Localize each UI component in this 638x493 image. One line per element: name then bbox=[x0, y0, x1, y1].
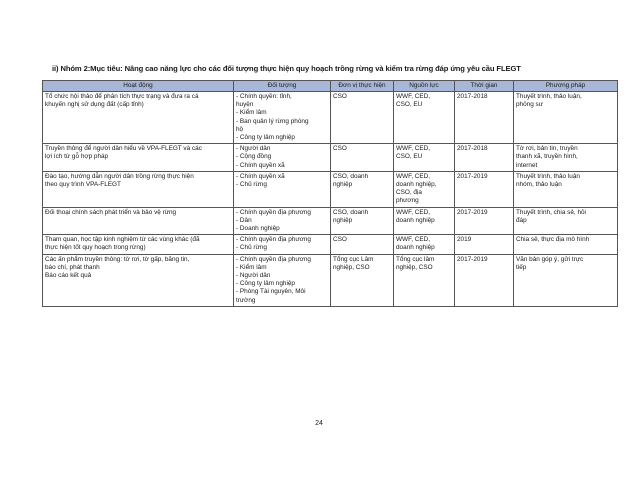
header-target: Đối tượng bbox=[234, 81, 331, 92]
cell-target bbox=[234, 235, 331, 254]
cell-line: CSO bbox=[333, 93, 347, 100]
cell-line: Tổng cục Lâm bbox=[333, 255, 374, 263]
cell-method bbox=[514, 171, 618, 207]
cell-activity bbox=[43, 92, 234, 144]
cell-line: doanh nghiệp bbox=[396, 244, 435, 252]
cell-line: theo quy trình VPA-FLEGT bbox=[45, 181, 121, 189]
cell-line: nghiệp bbox=[333, 181, 353, 189]
cell-line: Đào tạo, hướng dẫn người dân trồng rừng thực hiện bbox=[45, 172, 194, 180]
cell-line: WWF, CED, bbox=[396, 145, 431, 153]
cell-line: CSO, địa bbox=[396, 189, 422, 197]
cell-line: Tờ rơi, bản tin, truyền bbox=[516, 145, 578, 153]
cell-time: 2017-2018 bbox=[455, 92, 514, 144]
cell-target bbox=[234, 92, 331, 144]
cell-line: - Doanh nghiệp bbox=[236, 225, 280, 233]
cell-line: nghiệp, CSO bbox=[396, 263, 433, 271]
cell-line: báo chí, phát thanh bbox=[45, 263, 100, 271]
cell-target bbox=[234, 207, 331, 235]
cell-unit bbox=[331, 144, 394, 172]
cell-method bbox=[514, 92, 618, 144]
cell-unit bbox=[331, 207, 394, 235]
cell-line: CSO, EU bbox=[396, 101, 423, 109]
cell-line: - Chính quyền địa phương bbox=[236, 236, 311, 244]
cell-line: - Cộng đồng bbox=[236, 153, 272, 161]
table-row bbox=[43, 171, 618, 207]
cell-unit bbox=[331, 254, 394, 306]
cell-line: CSO, doanh bbox=[333, 172, 369, 180]
cell-line: - Chính quyền địa phương bbox=[236, 208, 311, 216]
cell-line: thanh xã, truyền hình, bbox=[516, 153, 578, 161]
cell-line: phương bbox=[396, 197, 419, 205]
cell-line: Tổ chức hội thảo để phân tích thực trạng và đưa ra cá bbox=[45, 93, 199, 100]
cell-line: nghiệp, CSO bbox=[333, 263, 370, 271]
cell-line: trường bbox=[236, 296, 256, 304]
cell-line: hộ bbox=[236, 125, 244, 133]
cell-line: - Dân bbox=[236, 216, 252, 224]
cell-line: tiếp bbox=[516, 263, 527, 271]
cell-line: Thuyết trình, thảo luận bbox=[516, 172, 580, 180]
cell-line: Tổng cục lâm bbox=[396, 255, 435, 263]
cell-line: WWF, CED, bbox=[396, 172, 431, 180]
cell-unit bbox=[331, 171, 394, 207]
cell-line: - Chính quyền địa phương bbox=[236, 255, 311, 263]
table-body bbox=[43, 92, 618, 307]
cell-line: phỏng sư bbox=[516, 101, 544, 109]
activity-table bbox=[42, 80, 618, 307]
cell-method bbox=[514, 254, 618, 306]
cell-line: - Chủ rừng bbox=[236, 244, 267, 252]
cell-line: Truyền thông để người dân hiểu về VPA-FLEGT và các bbox=[45, 145, 202, 153]
cell-line: CSO bbox=[333, 236, 347, 244]
cell-line: CSO bbox=[333, 145, 347, 153]
header-time: Thời gian bbox=[455, 81, 514, 92]
cell-line: đáp bbox=[516, 216, 527, 224]
cell-line: - Kiểm lâm bbox=[236, 263, 267, 271]
table-row bbox=[43, 235, 618, 254]
cell-line: CSO, doanh bbox=[333, 208, 369, 216]
cell-time: 2017-2018 bbox=[455, 144, 514, 172]
cell-resource bbox=[394, 171, 455, 207]
page-number: 24 bbox=[315, 420, 323, 427]
cell-target bbox=[234, 144, 331, 172]
cell-method bbox=[514, 207, 618, 235]
table-row bbox=[43, 207, 618, 235]
cell-line: - Ban quản lý rừng phòng bbox=[236, 117, 309, 125]
cell-resource bbox=[394, 144, 455, 172]
cell-line: doanh nghiệp, bbox=[396, 181, 437, 189]
cell-line: Thuyết trình, thảo luận, bbox=[516, 93, 582, 100]
cell-activity bbox=[43, 235, 234, 254]
cell-line: Các ấn phẩm truyền thông: tờ rơi, tờ gấp, băng tin, bbox=[45, 255, 190, 263]
cell-line: huyện bbox=[236, 101, 254, 109]
cell-resource bbox=[394, 207, 455, 235]
cell-line: - Phòng Tài nguyên, Môi bbox=[236, 288, 306, 296]
cell-line: Chia sẻ, thực địa mô hình bbox=[516, 236, 590, 244]
cell-line: WWF, CED, bbox=[396, 93, 431, 100]
cell-line: - Chính quyền xã bbox=[236, 172, 285, 180]
cell-line: internet bbox=[516, 161, 538, 169]
cell-target bbox=[234, 254, 331, 306]
cell-line: - Chính quyền: tỉnh, bbox=[236, 93, 292, 100]
cell-line: nhóm, thảo luận bbox=[516, 181, 562, 189]
cell-line: Thuyết trình, chia sẻ, hỏi bbox=[516, 208, 586, 216]
cell-time: 2019 bbox=[455, 235, 514, 254]
cell-time: 2017-2019 bbox=[455, 171, 514, 207]
cell-line: - Người dân bbox=[236, 272, 271, 280]
table-row bbox=[43, 92, 618, 144]
table-header-row bbox=[43, 81, 618, 92]
cell-unit bbox=[331, 92, 394, 144]
cell-line: thực hiện tốt quy hoạch trong rừng) bbox=[45, 244, 146, 252]
header-resource: Nguồn lực bbox=[394, 81, 455, 92]
cell-line: CSO, EU bbox=[396, 153, 423, 161]
header-method: Phương pháp bbox=[514, 81, 618, 92]
cell-line: - Kiểm lâm bbox=[236, 109, 267, 117]
cell-line: nghiệp bbox=[333, 216, 353, 224]
cell-time: 2017-2019 bbox=[455, 207, 514, 235]
cell-method bbox=[514, 144, 618, 172]
cell-resource bbox=[394, 235, 455, 254]
cell-line: - Chính quyền xã bbox=[236, 161, 285, 169]
table-row bbox=[43, 144, 618, 172]
cell-line: - Công ty lâm nghiệp bbox=[236, 134, 295, 142]
cell-line: khuyến nghị sử dụng đất (cấp tỉnh) bbox=[45, 101, 144, 109]
cell-activity bbox=[43, 144, 234, 172]
cell-method bbox=[514, 235, 618, 254]
cell-target bbox=[234, 171, 331, 207]
section-heading: ii) Nhóm 2:Mục tiêu: Nâng cao năng lực cho các đối tượng thực hiện quy hoạch trồng rừng và kiểm tra rừng đáp ứng yêu cầu FLEGT bbox=[52, 64, 521, 73]
cell-line: lợi ích từ gỗ hợp pháp bbox=[45, 153, 109, 161]
header-unit: Đơn vị thực hiện bbox=[331, 81, 394, 92]
cell-line: Văn bản góp ý, gửi trực bbox=[516, 255, 584, 263]
cell-line: - Công ty lâm nghiệp bbox=[236, 280, 295, 288]
table-row bbox=[43, 254, 618, 306]
cell-line: Tham quan, học tập kinh nghiệm từ các vùng khác (đã bbox=[45, 236, 200, 244]
cell-line: WWF, CED, bbox=[396, 236, 431, 244]
cell-line: - Chủ rừng bbox=[236, 181, 267, 189]
cell-activity bbox=[43, 254, 234, 306]
cell-activity bbox=[43, 207, 234, 235]
cell-line: Đối thoại chính sách phát triển và bảo vệ rừng bbox=[45, 208, 177, 216]
header-activity: Hoạt động bbox=[43, 81, 234, 92]
cell-line: WWF, CED, bbox=[396, 208, 431, 216]
cell-line: - Người dân bbox=[236, 145, 271, 153]
cell-time: 2017-2019 bbox=[455, 254, 514, 306]
cell-unit bbox=[331, 235, 394, 254]
cell-line: Báo cáo kết quả bbox=[45, 272, 92, 280]
cell-activity bbox=[43, 171, 234, 207]
cell-line: doanh nghiệp bbox=[396, 216, 435, 224]
cell-resource bbox=[394, 92, 455, 144]
cell-resource bbox=[394, 254, 455, 306]
